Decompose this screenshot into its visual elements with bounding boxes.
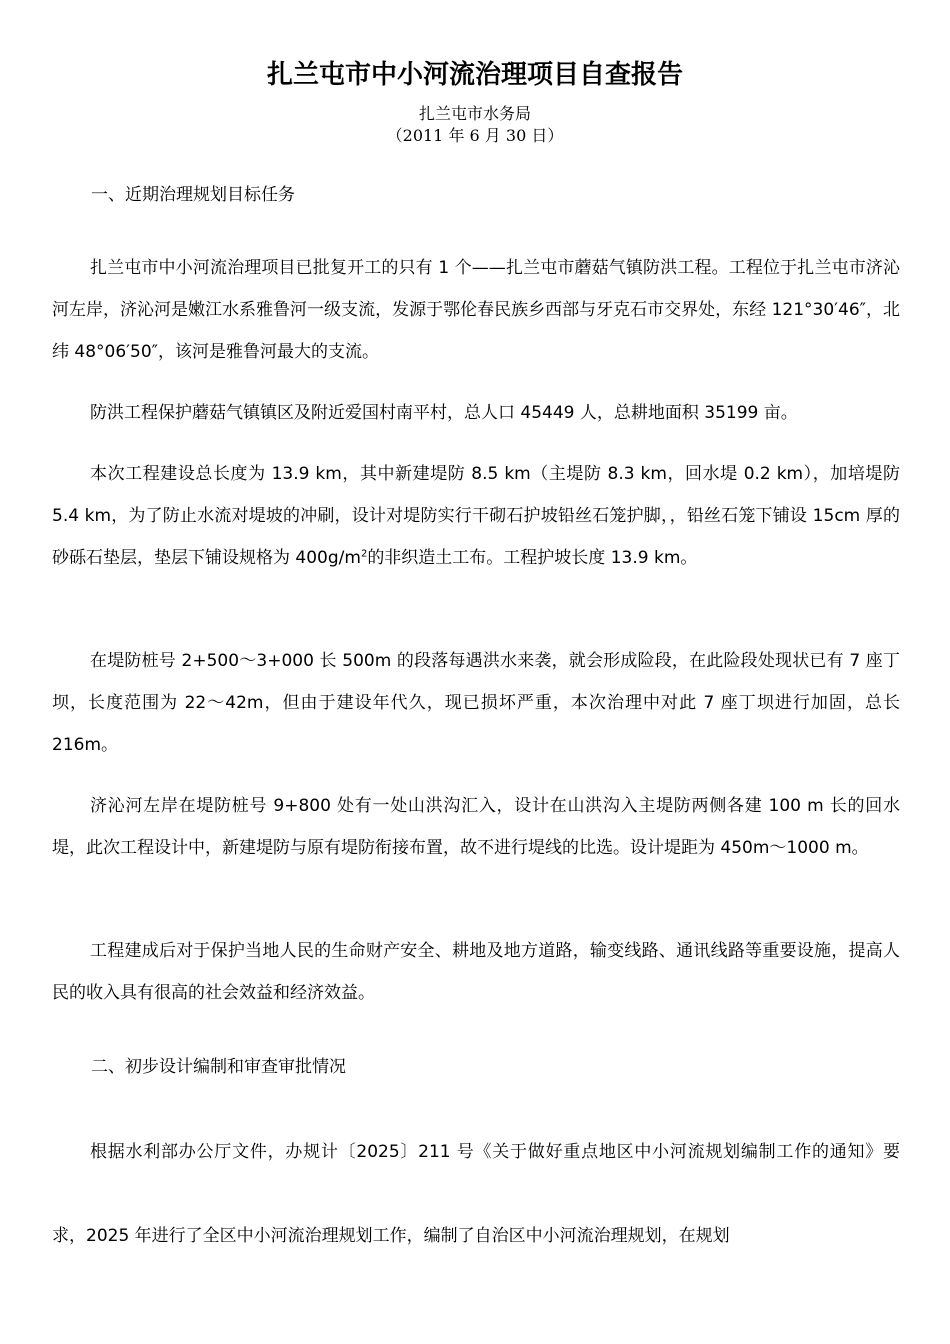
document-title: 扎兰屯市中小河流治理项目自查报告: [266, 60, 683, 90]
section-1-paragraph-2: 防洪工程保护蘑菇气镇镇区及附近爱国村南平村，总人口 45449 人，总耕地面积 35199 亩。: [90, 403, 798, 423]
paragraph-3-text-before: 本次工程建设总长度为 13.9 km，其中新建堤防 8.5 km（主堤防 8.3 km，回水堤 0.2 km），加培堤防 5.4 km，为了防止水流对堤坡的冲刷，设计对堤防实行干砌石护坡铅丝石笼护脚，，铅丝石笼下铺设 15cm 厚的砂砾石垫层，垫层下铺设规格为 400g/m: [52, 464, 900, 568]
document-date: （2011 年 6 月 30 日）: [386, 126, 564, 145]
document-author: 扎兰屯市水务局: [418, 104, 531, 123]
section-1-paragraph-1: 扎兰屯市中小河流治理项目已批复开工的只有 1 个——扎兰屯市蘑菇气镇防洪工程。工程位于扎兰屯市济沁河左岸，济沁河是嫩江水系雅鲁河一级支流，发源于鄂伦春民族乡西部与牙克石市交界处，东经 121°30′46″，北纬 48°06′50″，该河是雅鲁河最大的支流。: [52, 258, 900, 362]
superscript-exponent: 2: [360, 548, 368, 560]
section-2-paragraph-1: 根据水利部办公厅文件，办规计〔2025〕211 号《关于做好重点地区中小河流规划编制工作的通知》要求，2025 年进行了全区中小河流治理规划工作，编制了自治区中小河流治理规划，在规划: [52, 1142, 900, 1246]
section-1-heading: 一、近期治理规划目标任务: [91, 185, 295, 205]
section-2-heading: 二、初步设计编制和审查审批情况: [91, 1057, 346, 1077]
section-1-paragraph-5: 济沁河左岸在堤防桩号 9+800 处有一处山洪沟汇入，设计在山洪沟入主堤防两侧各建 100 m 长的回水堤，此次工程设计中，新建堤防与原有堤防衔接布置，故不进行堤线的比选。设计堤距为 450m～1000 m。: [52, 796, 900, 858]
section-1-paragraph-3: [52, 453, 900, 579]
section-1-paragraph-6: 工程建成后对于保护当地人民的生命财产安全、耕地及地方道路，输变线路、通讯线路等重要设施，提高人民的收入具有很高的社会效益和经济效益。: [52, 941, 900, 1003]
section-1-paragraph-4: 在堤防桩号 2+500～3+000 长 500m 的段落每遇洪水来袭，就会形成险段，在此险段处现状已有 7 座丁坝，长度范围为 22～42m，但由于建设年代久，现已损坏严重，本次治理中对此 7 座丁坝进行加固，总长 216m。: [52, 651, 900, 755]
paragraph-3-text-after: 的非织造土工布。工程护坡长度 13.9 km。: [367, 548, 698, 568]
